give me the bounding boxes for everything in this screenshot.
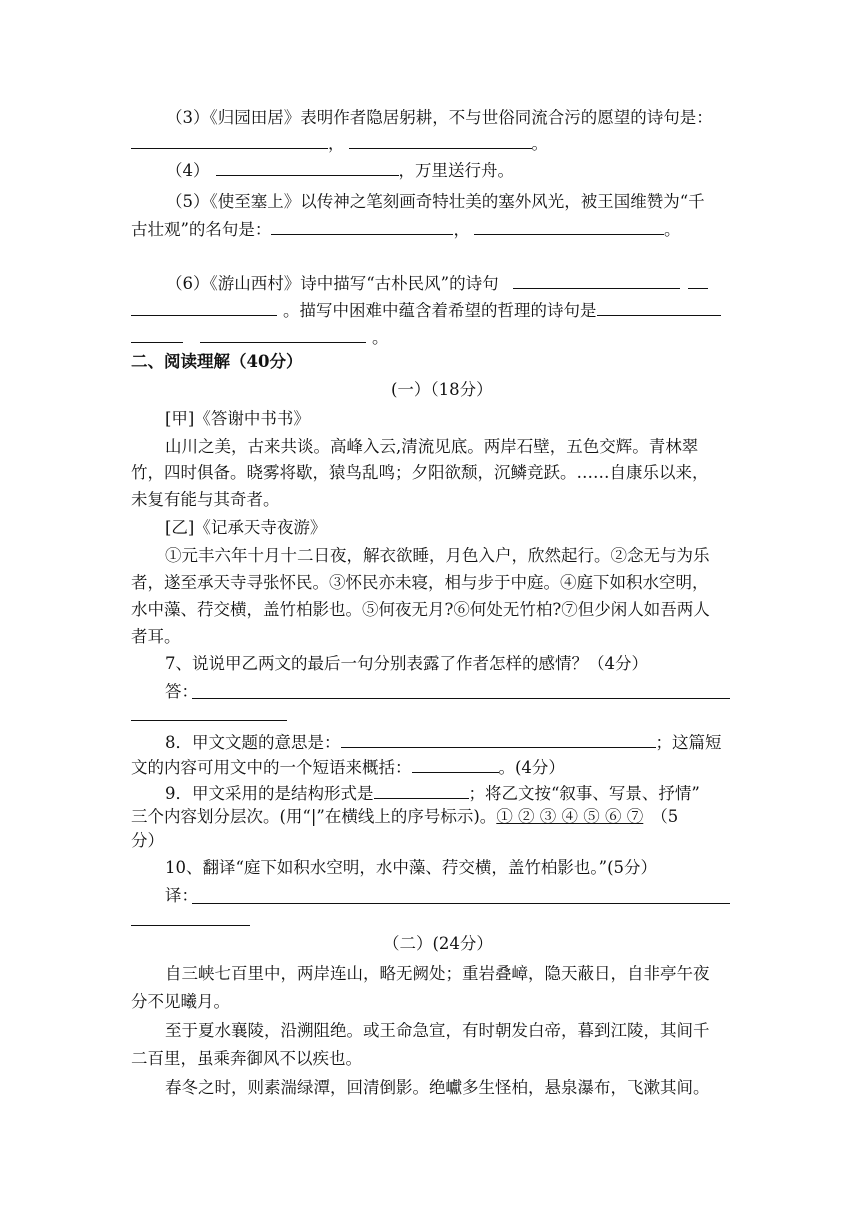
question-9-text: 9．甲文采用的是结构形式是 — [165, 784, 374, 803]
answer-blank[interactable] — [131, 327, 183, 343]
question-8-text-3: 文的内容可用文中的一个短语来概括： — [131, 758, 412, 777]
question-7: 7、说说甲乙两文的最后一句分别表露了作者怎样的感情？（4分） — [165, 654, 648, 673]
question-8-text: 8．甲文文题的意思是： — [165, 733, 341, 752]
question-3-answer-line — [131, 133, 548, 155]
answer-line[interactable] — [131, 720, 287, 721]
answer-line[interactable] — [192, 698, 730, 699]
text-a-title: [甲]《答谢中书书》 — [165, 409, 310, 428]
question-9-text-3: 三个内容划分层次。(用“|”在横线上的序号标示)。 — [131, 807, 497, 826]
question-4-text: ，万里送行舟。 — [398, 161, 514, 180]
period: 。 — [531, 134, 548, 153]
answer-blank[interactable] — [216, 160, 399, 176]
question-5-line-1 — [166, 191, 705, 213]
part-1-heading: (一）（18分） — [391, 380, 493, 399]
answer-line[interactable] — [192, 903, 730, 904]
question-9-line-2 — [131, 806, 678, 828]
question-6-line-2 — [131, 300, 721, 322]
answer-blank[interactable] — [200, 327, 366, 343]
section-heading: 二、阅读理解（40分） — [131, 352, 303, 371]
period: 。 — [372, 328, 389, 347]
text-b-line: 水中藻、荇交横，盖竹柏影也。⑤何夜无月?⑥何处无竹柏?⑦但少闲人如吾两人 — [131, 600, 710, 619]
answer-blank[interactable] — [374, 783, 469, 799]
answer-blank[interactable] — [474, 219, 664, 235]
question-6-text: （6）《游山西村》诗中描写“古朴民风”的诗句 — [166, 274, 499, 293]
answer-blank[interactable] — [597, 300, 721, 316]
answer-blank[interactable] — [349, 133, 532, 149]
question-9-line-3: 分） — [131, 831, 164, 850]
question-10: 10、翻译“庭下如积水空明，水中藻、荇交横，盖竹柏影也。”(5分） — [165, 858, 658, 877]
question-5-text-2: 古壮观”的名句是： — [131, 220, 272, 239]
question-4-number: （4） — [166, 161, 210, 180]
question-6-text-2: 。描写中困难中蕴含着希望的哲理的诗句是 — [283, 301, 597, 320]
answer-label: 答： — [165, 682, 198, 701]
question-3-prompt — [166, 107, 713, 129]
question-5-line-2 — [131, 219, 680, 241]
answer-blank[interactable] — [412, 757, 499, 773]
passage-line: 二百里，虽乘奔御风不以疾也。 — [131, 1049, 362, 1068]
text-b-line: 者，遂至承天寺寻张怀民。③怀民亦未寝，相与步于中庭。④庭下如积水空明， — [131, 573, 709, 592]
part-2-heading: （二）(24分） — [383, 934, 493, 953]
answer-blank[interactable] — [341, 732, 656, 748]
period: 。 — [663, 220, 681, 239]
text-a-line: 未复有能与其奇者。 — [131, 490, 280, 509]
comma: ， — [328, 134, 345, 153]
question-3-text: （3）《归园田居》表明作者隐居躬耕，不与世俗同流合污的愿望的诗句是： — [166, 108, 713, 127]
text-b-title: [乙]《记承天寺夜游》 — [165, 518, 327, 537]
question-8-line-2 — [131, 757, 565, 779]
text-a-line: 竹，四时俱备。晓雾将歇，猿鸟乱鸣；夕阳欲颓，沉鳞竞跃。……自康乐以来， — [131, 463, 709, 482]
text-b-line: 者耳。 — [131, 627, 181, 646]
answer-line[interactable] — [131, 925, 250, 926]
passage-line: 春冬之时，则素湍绿潭，回清倒影。绝巘多生怪柏，悬泉瀑布，飞漱其间。 — [165, 1078, 710, 1097]
question-9-text-2: ；将乙文按“叙事、写景、抒情” — [468, 784, 700, 803]
question-4-line — [166, 160, 514, 182]
comma: ， — [453, 220, 470, 239]
question-8-text-2: ；这篇短 — [655, 733, 722, 752]
passage-line: 分不见曦月。 — [131, 992, 230, 1011]
passage-line: 自三峡七百里中，两岸连山，略无阙处；重岩叠嶂，隐天蔽日，自非亭午夜 — [165, 964, 710, 983]
question-9-line-1 — [165, 783, 700, 805]
question-6-line-1 — [166, 273, 708, 295]
passage-line: 至于夏水襄陵，沿溯阻绝。或王命急宣，有时朝发白帝，暮到江陵，其间千 — [165, 1021, 710, 1040]
question-6-line-3 — [131, 327, 389, 349]
answer-blank[interactable] — [271, 219, 453, 235]
question-5-text: （5）《使至塞上》以传神之笔刻画奇特壮美的塞外风光，被王国维赞为“千 — [166, 192, 705, 211]
answer-blank[interactable] — [131, 133, 328, 149]
question-8-score: 。(4分） — [498, 758, 565, 777]
question-9-score: （5 — [651, 807, 679, 826]
text-b-line: ①元丰六年十月十二日夜，解衣欲睡，月色入户，欣然起行。②念无与为乐 — [165, 546, 710, 565]
answer-blank[interactable] — [688, 273, 708, 289]
translate-label: 译： — [165, 886, 198, 905]
question-8-line-1 — [165, 732, 722, 754]
text-a-line: 山川之美，古来共谈。高峰入云,清流见底。两岸石壁，五色交辉。青林翠 — [165, 437, 699, 456]
answer-blank[interactable] — [513, 273, 680, 289]
sentence-number-line[interactable]: ① ② ③ ④ ⑤ ⑥ ⑦ — [496, 807, 644, 826]
answer-blank[interactable] — [131, 300, 277, 316]
